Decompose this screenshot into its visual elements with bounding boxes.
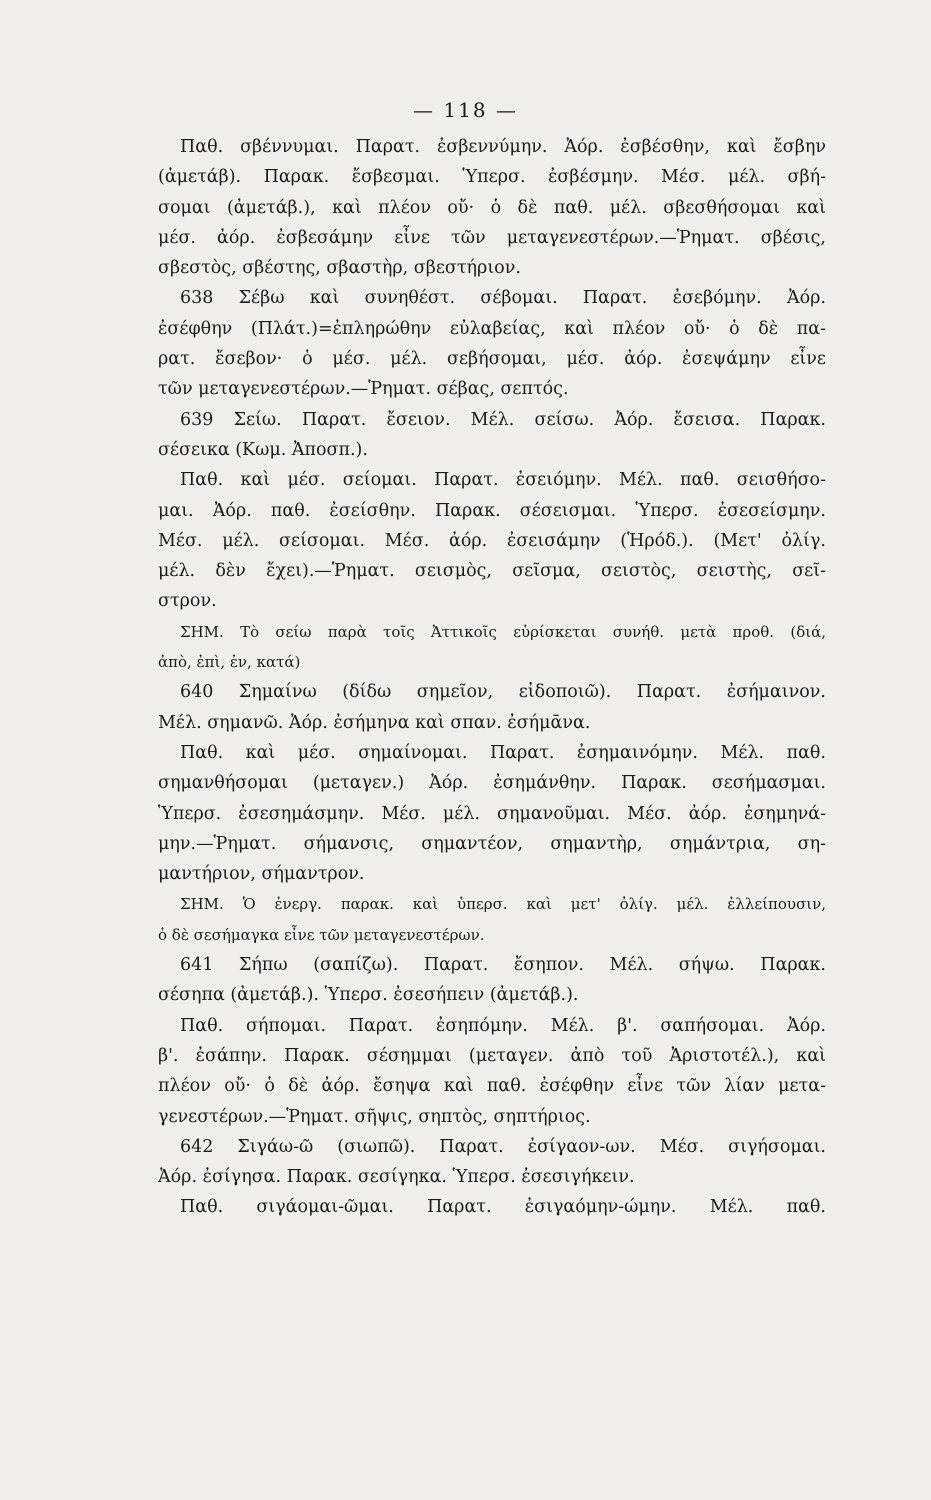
text-line: Μέλ. σημανῶ. Ἀόρ. ἐσήμηνα καὶ σπαν. ἐσήμᾱνα. — [158, 712, 591, 733]
text-line: 641 Σήπω (σαπίζω). Παρατ. ἔσηπον. Μέλ. σήψω. Παρακ. — [180, 955, 826, 976]
body-text — [158, 132, 826, 1223]
text-line: (ἀμετάβ). Παρακ. ἔσβεσμαι. Ὑπερσ. ἐσβέσμην. Μέσ. μέλ. σβή- — [158, 167, 826, 188]
text-line: σέσεικα (Κωμ. Ἀποσπ.). — [158, 439, 368, 460]
text-line: σομαι (ἀμετάβ.), καὶ πλέον οὔ· ὁ δὲ παθ. μέλ. σβεσθήσομαι καὶ — [158, 197, 826, 218]
text-line: Παθ. σιγάομαι-ῶμαι. Παρατ. ἐσιγαόμην-ώμην. Μέλ. παθ. — [180, 1197, 826, 1218]
text-line: σημανθήσομαι (μεταγεν.) Ἀόρ. ἐσημάνθην. Παρακ. σεσήμασμαι. — [158, 773, 826, 794]
text-line: ρατ. ἔσεβον· ὁ μέσ. μέλ. σεβήσομαι, μέσ. ἀόρ. ἐσεψάμην εἶνε — [158, 349, 826, 370]
text-line: β'. ἐσάπην. Παρακ. σέσημμαι (μεταγεν. ἀπὸ τοῦ Ἀριστοτέλ.), καὶ — [158, 1045, 826, 1066]
text-line: Μέσ. μέλ. σείσομαι. Μέσ. ἀόρ. ἐσεισάμην (Ἡρόδ.). (Μετ' ὀλίγ. — [158, 530, 826, 551]
text-line: 642 Σιγάω-ῶ (σιωπῶ). Παρατ. ἐσίγαον-ων. Μέσ. σιγήσομαι. — [180, 1136, 826, 1157]
text-line: 639 Σείω. Παρατ. ἔσειον. Μέλ. σείσω. Ἀόρ. ἔσεισα. Παρακ. — [180, 409, 826, 430]
text-line: ΣΗΜ. Ὁ ἐνεργ. παρακ. καὶ ὑπερσ. καὶ μετ' ὀλίγ. μέλ. ἐλλείπουσιν, — [180, 895, 826, 914]
text-line: μαι. Ἀόρ. παθ. ἐσείσθην. Παρακ. σέσεισμαι. Ὑπερσ. ἐσεσείσμην. — [158, 500, 826, 521]
page-number: — 118 — — [413, 98, 518, 122]
text-line: Ὑπερσ. ἐσεσημάσμην. Μέσ. μέλ. σημανοῦμαι. Μέσ. ἀόρ. ἐσημηνά- — [158, 803, 826, 824]
text-line: 640 Σημαίνω (δίδω σημεῖον, εἰδοποιῶ). Παρατ. ἐσήμαινον. — [180, 682, 826, 703]
text-line: γενεστέρων.—Ῥηματ. σῆψις, σηπτὸς, σηπτήριος. — [158, 1106, 591, 1127]
text-line: Παθ. καὶ μέσ. σείομαι. Παρατ. ἐσειόμην. Μέλ. παθ. σεισθήσο- — [180, 470, 826, 491]
text-line: ἐσέφθην (Πλάτ.)=ἐπληρώθην εὐλαβείας, καὶ πλέον οὔ· ὁ δὲ πα- — [158, 318, 826, 339]
text-line: Ἀόρ. ἐσίγησα. Παρακ. σεσίγηκα. Ὑπερσ. ἐσεσιγήκειν. — [158, 1167, 635, 1188]
text-line: Παθ. καὶ μέσ. σημαίνομαι. Παρατ. ἐσημαινόμην. Μέλ. παθ. — [180, 742, 826, 763]
text-line: 638 Σέβω καὶ συνηθέστ. σέβομαι. Παρατ. ἐσεβόμην. Ἀόρ. — [180, 288, 826, 309]
text-line: ὁ δὲ σεσήμαγκα εἶνε τῶν μεταγενεστέρων. — [158, 925, 485, 944]
text-line: πλέον οὔ· ὁ δὲ ἀόρ. ἔσηψα καὶ παθ. ἐσέφθην εἶνε τῶν λίαν μετα- — [158, 1076, 826, 1097]
text-line: Παθ. σβέννυμαι. Παρατ. ἐσβεννύμην. Ἀόρ. ἐσβέσθην, καὶ ἔσβην — [180, 137, 826, 157]
text-line: μέσ. ἀόρ. ἐσβεσάμην εἶνε τῶν μεταγενεστέρων.—Ῥηματ. σβέσις, — [158, 227, 826, 248]
text-line: τῶν μεταγενεστέρων.—Ῥηματ. σέβας, σεπτός. — [158, 379, 569, 400]
text-line: Παθ. σήπομαι. Παρατ. ἐσηπόμην. Μέλ. β'. σαπήσομαι. Ἀόρ. — [180, 1015, 826, 1036]
text-line: στρον. — [158, 591, 217, 612]
text-line: ΣΗΜ. Τὸ σείω παρὰ τοῖς Ἀττικοῖς εὑρίσκεται συνήθ. μετὰ προθ. (διά, — [180, 622, 826, 641]
text-line: σβεστὸς, σβέστης, σβαστὴρ, σβεστήριον. — [158, 258, 521, 279]
text-line: μαντήριον, σήμαντρον. — [158, 864, 365, 885]
text-line: μέλ. δὲν ἔχει).—Ῥηματ. σεισμὸς, σεῖσμα, σειστὸς, σειστὴς, σεῖ- — [158, 561, 826, 582]
text-line: ἀπὸ, ἐπὶ, ἐν, κατά) — [158, 653, 301, 672]
text-line: σέσηπα (ἀμετάβ.). Ὑπερσ. ἐσεσήπειν (ἀμετάβ.). — [158, 985, 579, 1006]
text-line: μην.—Ῥηματ. σήμανσις, σημαντέον, σημαντὴρ, σημάντρια, ση- — [158, 833, 826, 854]
